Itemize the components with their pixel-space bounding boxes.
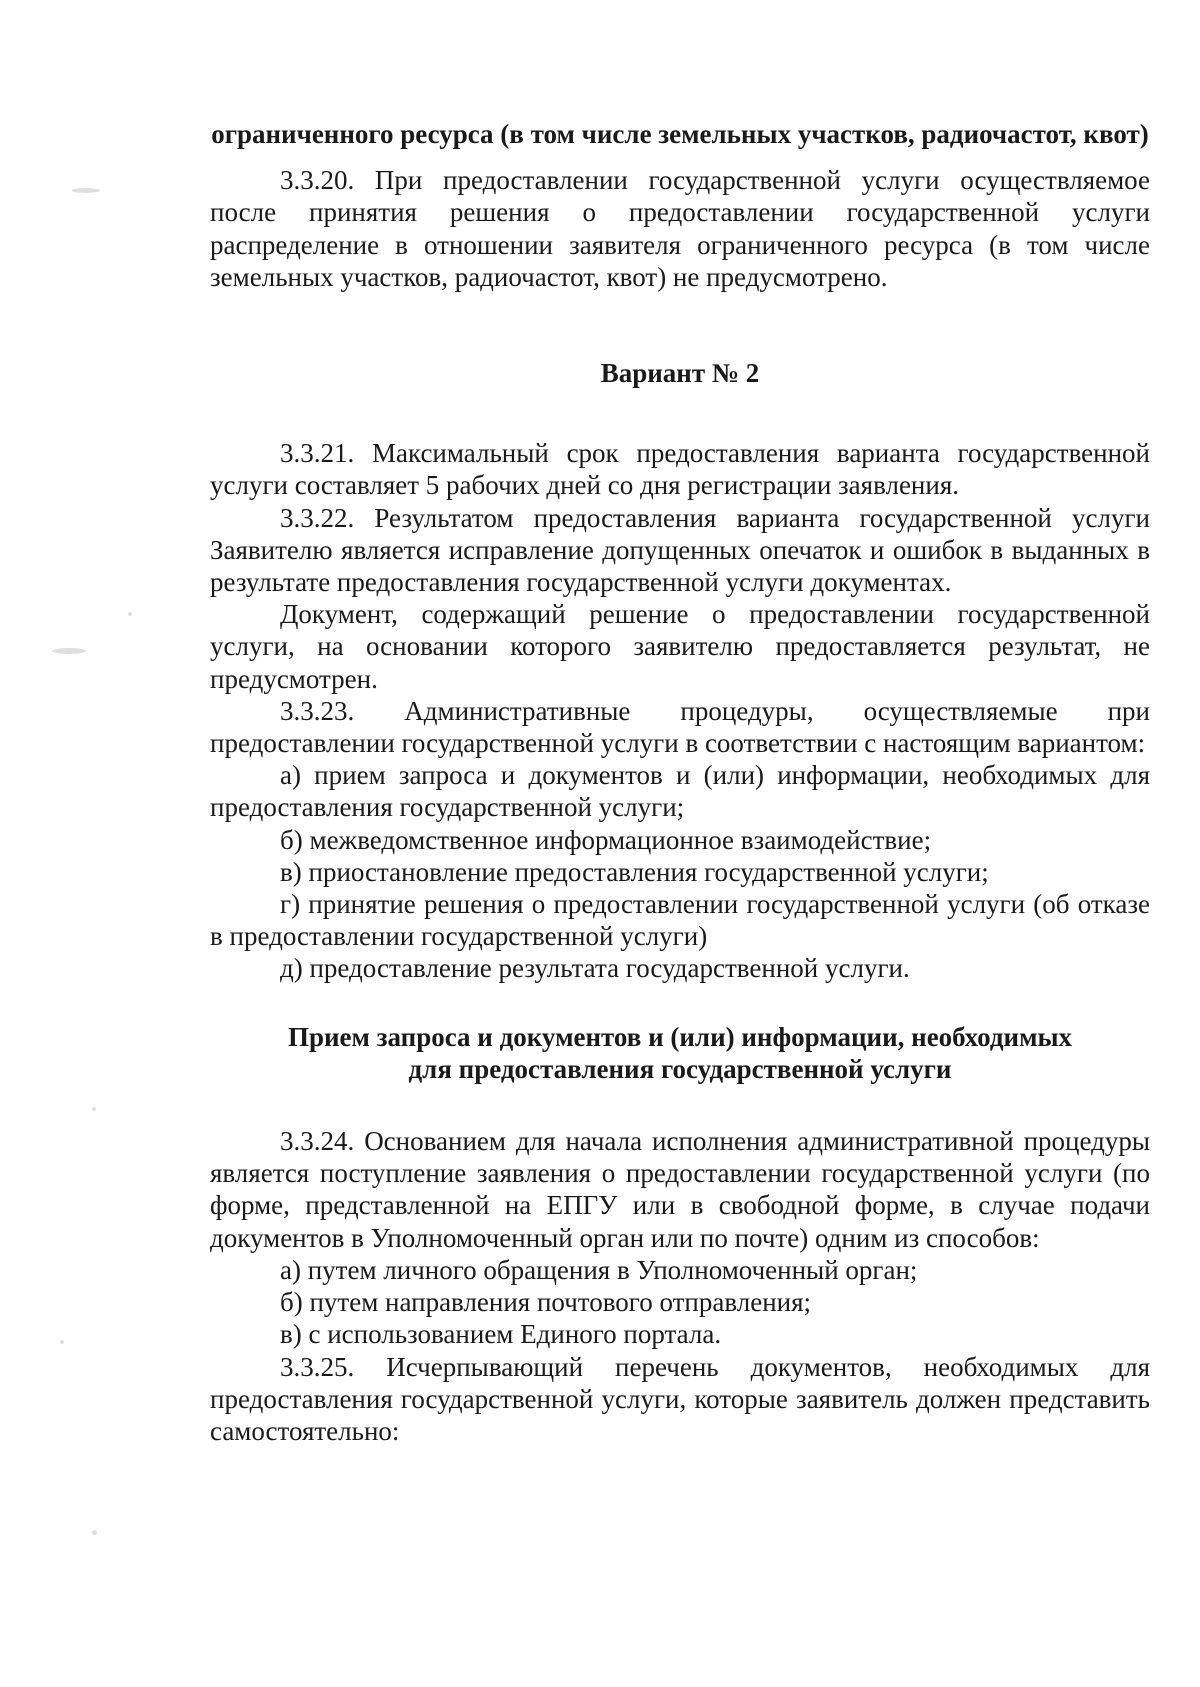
paragraph-3-3-22: 3.3.22. Результатом предоставления варианта государственной услуги Заявителю является исправление допущенных опечаток и ошибок в выданных в результате предоставления государственной услуги документах.: [210, 502, 1150, 598]
document-page: [210, 118, 1150, 1447]
procedure-item: г) принятие решения о предоставлении государственной услуги (об отказе в предоставлении государственной услуги): [210, 889, 1150, 952]
procedure-item: а) прием запроса и документов и (или) информации, необходимых для предоставления государственной услуги;: [210, 760, 1150, 823]
scan-speck: [52, 648, 86, 654]
paragraph-3-3-25: 3.3.25. Исчерпывающий перечень документов, необходимых для предоставления государственной услуги, которые заявитель должен представить самостоятельно:: [210, 1351, 1150, 1446]
section-heading: [210, 1021, 1150, 1085]
spacer: [210, 150, 1150, 164]
method-item: в) с использованием Единого портала.: [280, 1319, 722, 1350]
paragraph-3-3-24: 3.3.24. Основанием для начала исполнения административной процедуры является поступление заявления о предоставлении государственной услуги (по форме, представленной на ЕПГУ или в свободной форме, в случае подачи документов в Уполномоченный орган или по почте) одним из способов:: [210, 1126, 1150, 1253]
spacer: [210, 293, 1150, 357]
section-heading-line2: для предоставления государственной услуги: [408, 1053, 952, 1084]
procedure-item: б) межведомственное информационное взаимодействие;: [280, 824, 932, 855]
paragraph-3-3-23: 3.3.23. Административные процедуры, осуществляемые при предоставлении государственной услуги в соответствии с настоящим вариантом:: [210, 695, 1150, 759]
method-item: б) путем направления почтового отправления;: [280, 1287, 812, 1318]
paragraph-document: Документ, содержащий решение о предоставлении государственной услуги, на основании которого заявителю предоставляется результат, не предусмотрен.: [210, 599, 1150, 694]
scan-speck: [92, 1530, 97, 1535]
scan-speck: [60, 1340, 64, 1344]
variant-heading: Вариант № 2: [600, 358, 760, 389]
heading-top: ограниченного ресурса (в том числе земельных участков, радиочастот, квот): [211, 119, 1149, 149]
scan-speck: [72, 188, 100, 193]
spacer: [210, 985, 1150, 1021]
spacer: [210, 389, 1150, 437]
paragraph-3-3-20: 3.3.20. При предоставлении государственной услуги осуществляемое после принятия решения о предоставлении государственной услуги распределение в отношении заявителя ограниченного ресурса (в том числе земельных участков, радиочастот, квот) не предусмотрено.: [210, 165, 1150, 292]
scan-speck: [128, 612, 132, 616]
procedure-item: д) предоставление результата государственной услуги.: [280, 953, 910, 984]
scan-speck: [92, 1107, 96, 1111]
paragraph-3-3-21: 3.3.21. Максимальный срок предоставления варианта государственной услуги составляет 5 рабочих дней со дня регистрации заявления.: [210, 438, 1150, 501]
procedure-item: в) приостановление предоставления государственной услуги;: [280, 856, 989, 887]
spacer: [210, 1085, 1150, 1125]
section-heading-line1: Прием запроса и документов и (или) информации, необходимых: [287, 1021, 1073, 1052]
method-item: а) путем личного обращения в Уполномоченный орган;: [280, 1254, 918, 1285]
